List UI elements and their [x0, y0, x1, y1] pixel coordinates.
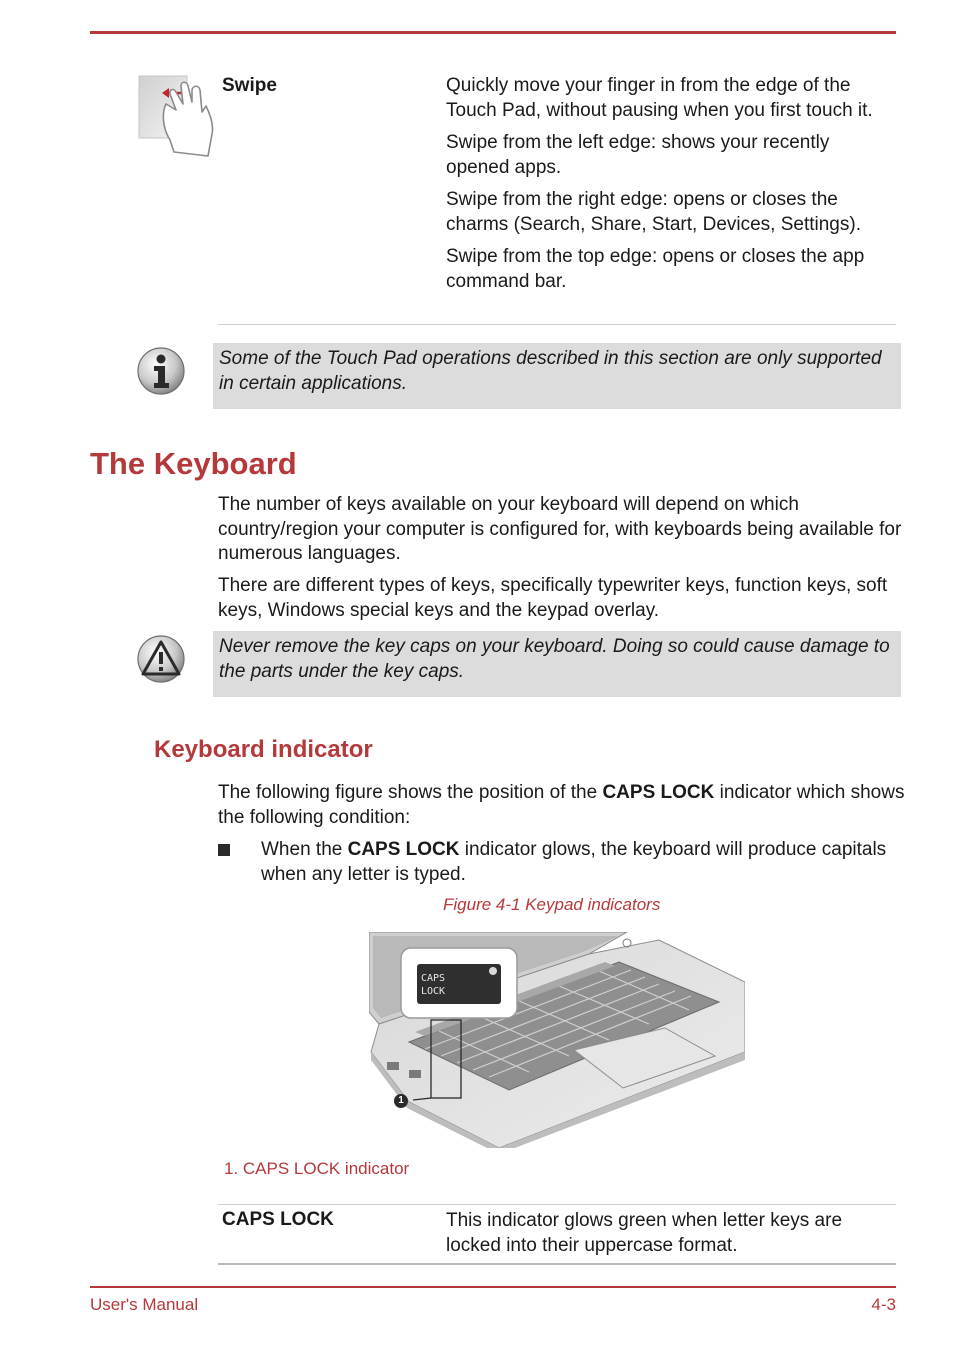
intro-bold: CAPS LOCK: [602, 782, 715, 803]
subsection-title: Keyboard indicator: [154, 736, 373, 763]
intro-text-end: indicator which shows the following condition:: [218, 782, 905, 828]
caps-lock-badge-text: [421, 972, 445, 998]
table-term: CAPS LOCK: [222, 1209, 334, 1230]
swipe-gesture-icon: [136, 72, 218, 158]
swipe-description-line: Quickly move your finger in from the edge of the Touch Pad, without pausing when you first touch it.: [446, 75, 873, 121]
bullet-bold: CAPS LOCK: [347, 839, 460, 860]
indicator-intro: [218, 781, 908, 830]
warning-icon: [136, 634, 186, 684]
badge-line-1: CAPS: [421, 973, 446, 984]
info-icon: [136, 346, 186, 396]
figure-caption: Figure 4-1 Keypad indicators: [443, 895, 661, 914]
keyboard-paragraph-1: The number of keys available on your keyboard will depend on which country/region your computer is configured for, with keyboards being available for numerous languages.: [218, 494, 902, 564]
header-rule: [90, 31, 896, 34]
section-title: The Keyboard: [90, 446, 297, 481]
bullet-square: [218, 844, 230, 856]
swipe-description-line: Swipe from the left edge: shows your recently opened apps.: [446, 132, 830, 178]
swipe-term: Swipe: [222, 75, 277, 96]
warning-note: Never remove the key caps on your keyboard. Doing so could cause damage to the parts under the key caps.: [213, 631, 901, 697]
badge-line-2: LOCK: [421, 986, 446, 997]
callout-number: 1: [398, 1095, 404, 1106]
table-description: This indicator glows green when letter keys are locked into their uppercase format.: [446, 1210, 843, 1256]
intro-text: The following figure shows the position of the: [218, 782, 603, 803]
swipe-description-line: Swipe from the top edge: opens or closes the app command bar.: [446, 246, 865, 292]
bullet-text: When the: [261, 839, 348, 860]
table-top-rule: [218, 1204, 896, 1205]
footer-page-number: 4-3: [871, 1295, 896, 1314]
keyboard-paragraph-2: There are different types of keys, specifically typewriter keys, function keys, soft keys, Windows special keys and the keypad overlay.: [218, 575, 888, 621]
bullet-item: [261, 838, 891, 887]
footer-left: User's Manual: [90, 1295, 199, 1314]
bullet-text-end: indicator glows, the keyboard will produce capitals when any letter is typed.: [261, 839, 887, 885]
swipe-description-line: Swipe from the right edge: opens or closes the charms (Search, Share, Start, Devices, Settings).: [446, 189, 861, 235]
footer-rule: [90, 1286, 896, 1288]
laptop-figure: [369, 932, 745, 1148]
info-note: Some of the Touch Pad operations described in this section are only supported in certain applications.: [213, 343, 901, 409]
table-divider: [218, 324, 896, 325]
swipe-description: [446, 74, 896, 302]
figure-legend: 1. CAPS LOCK indicator: [224, 1159, 410, 1178]
table-bottom-rule: [218, 1263, 896, 1265]
